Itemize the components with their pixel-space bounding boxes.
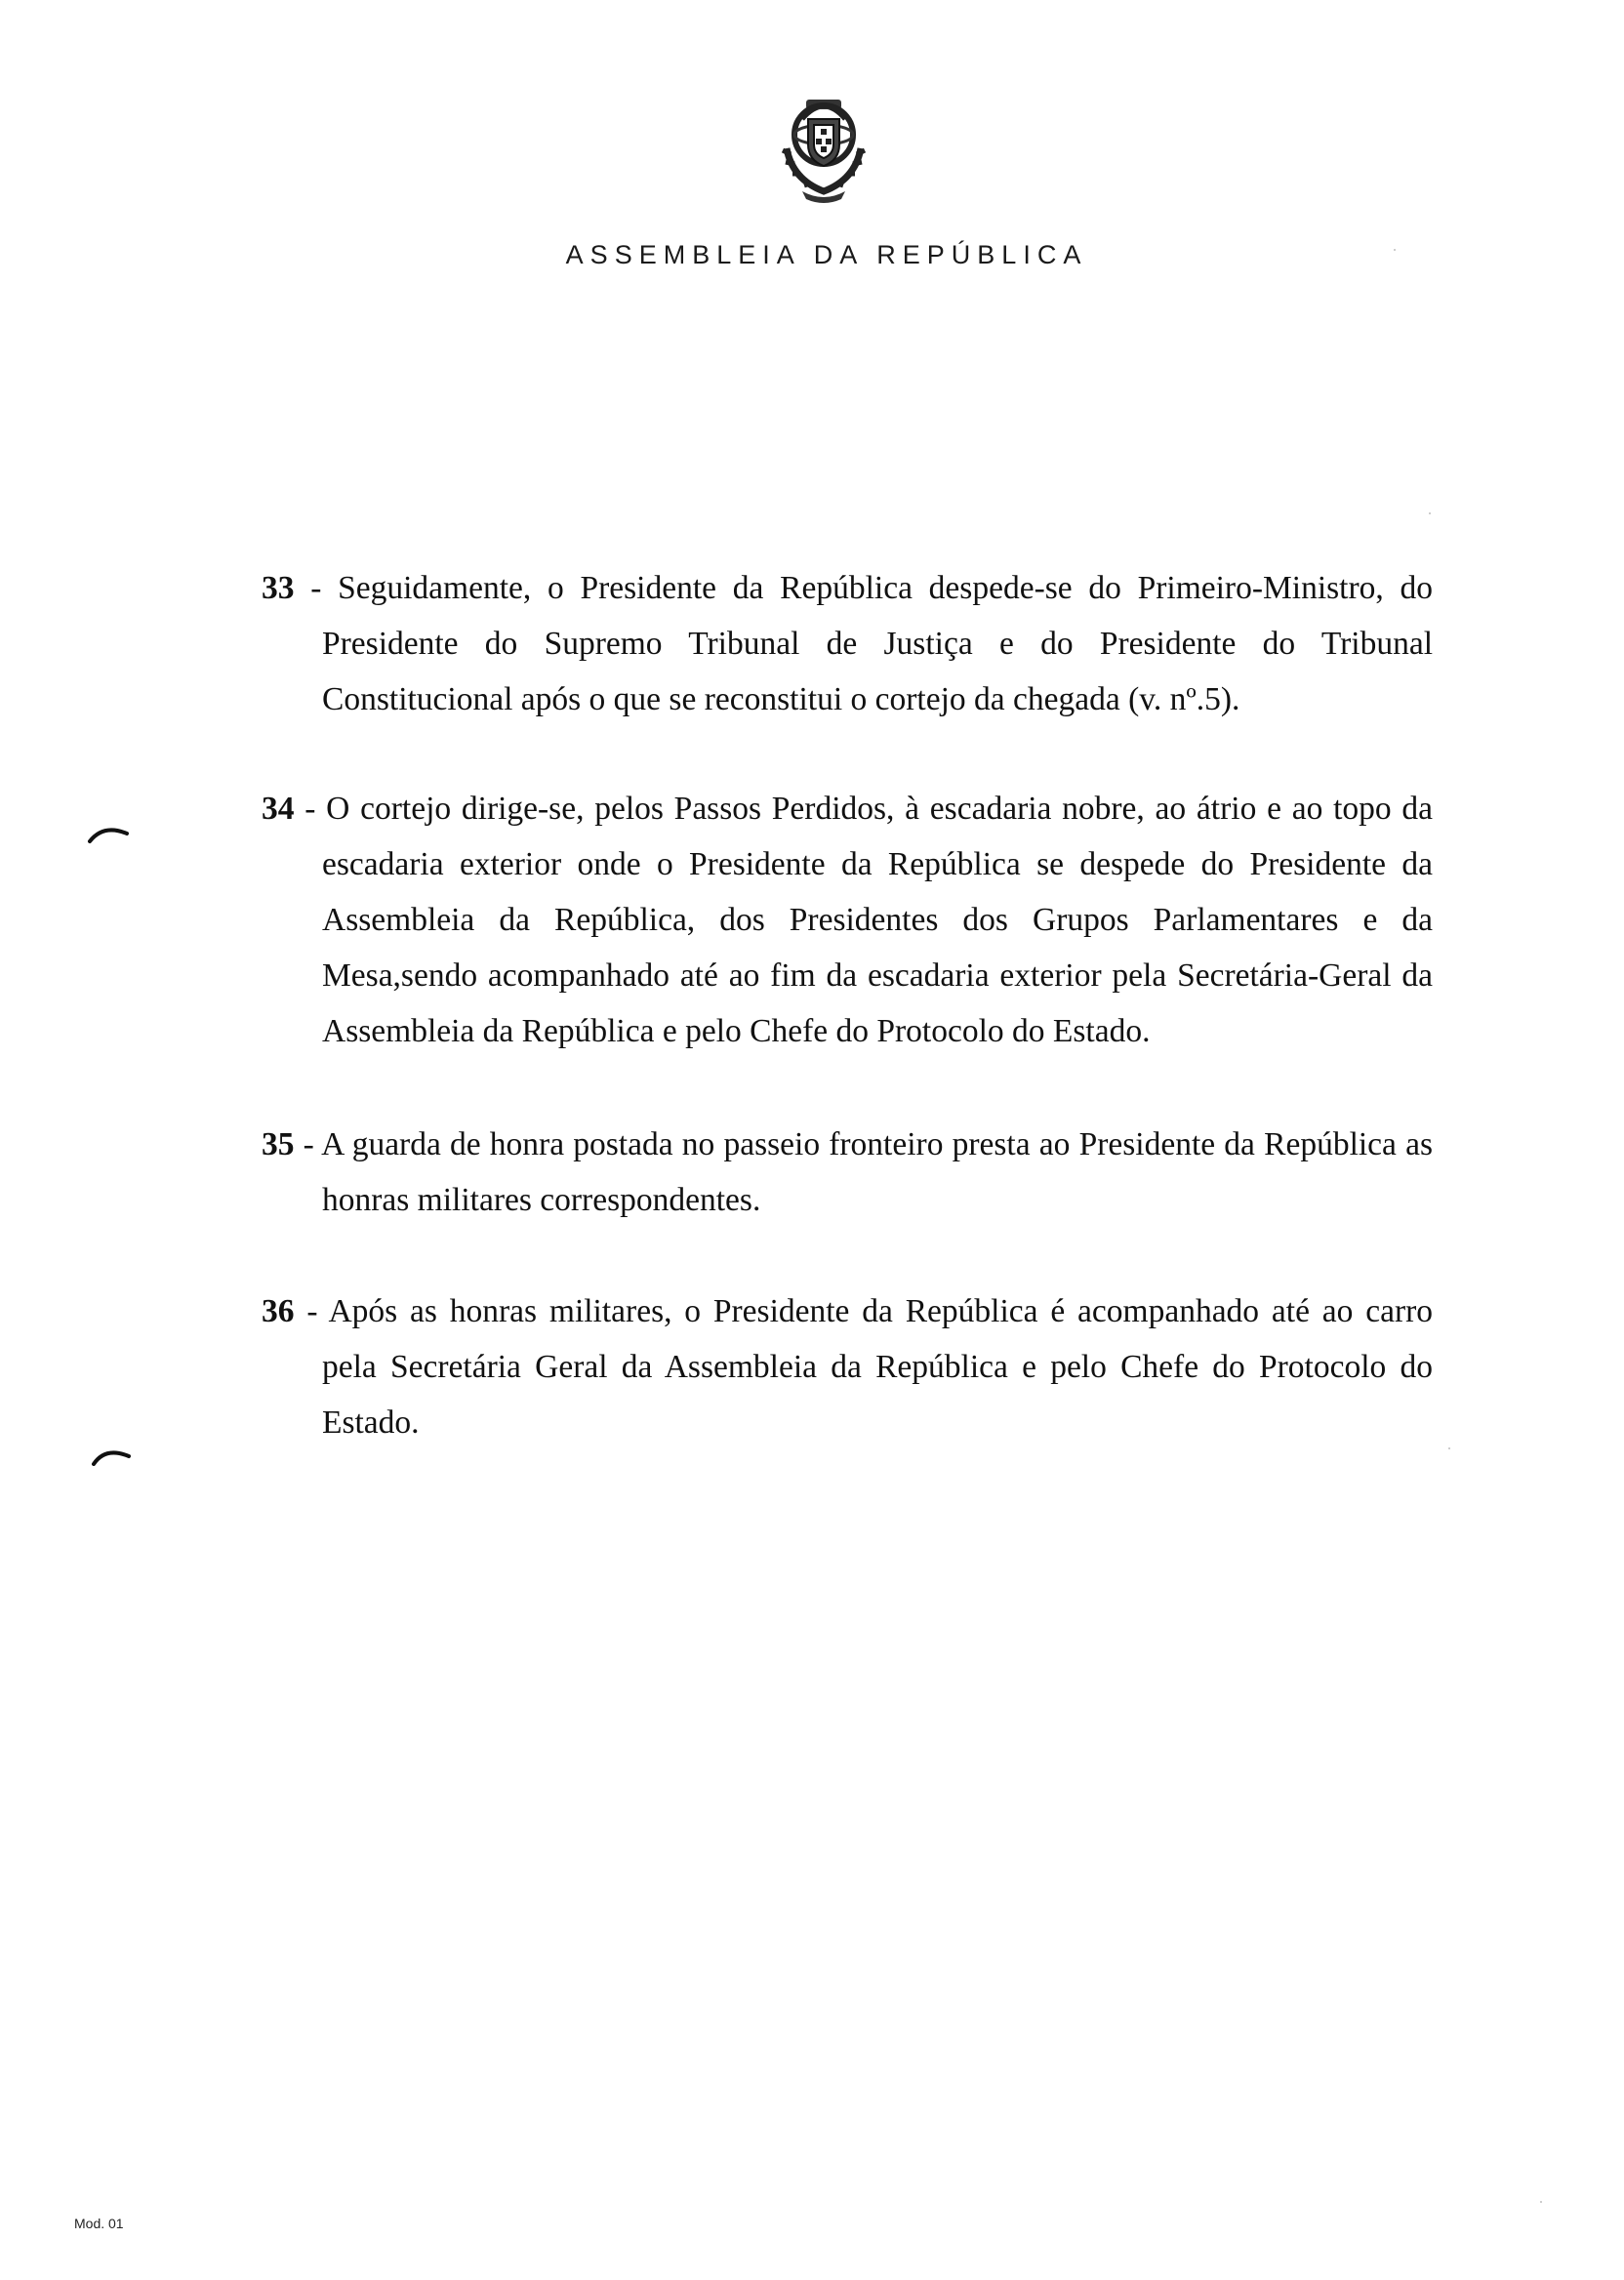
list-item (262, 560, 1433, 727)
item-paragraph (262, 781, 1433, 1059)
form-code: Mod. 01 (74, 2216, 124, 2231)
item-paragraph (262, 1117, 1433, 1228)
scan-speck (1448, 1447, 1450, 1449)
list-item (262, 1283, 1433, 1450)
item-separator: - (294, 791, 327, 827)
item-number: 33 (262, 570, 295, 606)
item-text: O cortejo dirige-se, pelos Passos Perdidos, à escadaria nobre, ao átrio e ao topo da escadaria exterior onde o Presidente da República se despede do Presidente da Assembleia da República, dos Presidentes dos Grupos Parlamentares e da Mesa,sendo acompanhado até ao fim da escadaria exterior pela Secretária-Geral da Assembleia da República e pelo Chefe do Protocolo do Estado. (322, 791, 1434, 1049)
item-text: Seguidamente, o Presidente da República despede-se do Primeiro-Ministro, do Presidente do Supremo Tribunal de Justiça e do Presidente do Tribunal Constitucional após o que se reconstitui o cortejo da chegada (v. nº.5). (322, 570, 1433, 717)
item-number: 34 (262, 791, 295, 827)
list-item (262, 781, 1433, 1059)
item-text: Após as honras militares, o Presidente da República é acompanhado até ao carro pela Secretária Geral da Assembleia da República e pelo Chefe do Protocolo do Estado. (322, 1293, 1434, 1441)
scan-speck (1540, 2201, 1542, 2203)
institution-header: ASSEMBLEIA DA REPÚBLICA (565, 240, 1088, 269)
item-separator: - (294, 1126, 322, 1162)
binder-mark-icon (86, 822, 131, 845)
scan-speck (1394, 249, 1396, 251)
item-paragraph (262, 1283, 1433, 1450)
list-item (262, 1117, 1433, 1228)
item-paragraph (262, 560, 1433, 727)
item-separator: - (294, 1293, 329, 1329)
binder-mark-icon (90, 1443, 135, 1466)
coat-of-arms-icon (773, 90, 874, 203)
item-text: A guarda de honra postada no passeio fronteiro presta ao Presidente da República as honras militares correspondentes. (321, 1126, 1433, 1218)
scan-speck (1429, 512, 1431, 514)
item-number: 35 (262, 1126, 295, 1162)
item-separator: - (294, 570, 339, 606)
item-number: 36 (262, 1293, 295, 1329)
